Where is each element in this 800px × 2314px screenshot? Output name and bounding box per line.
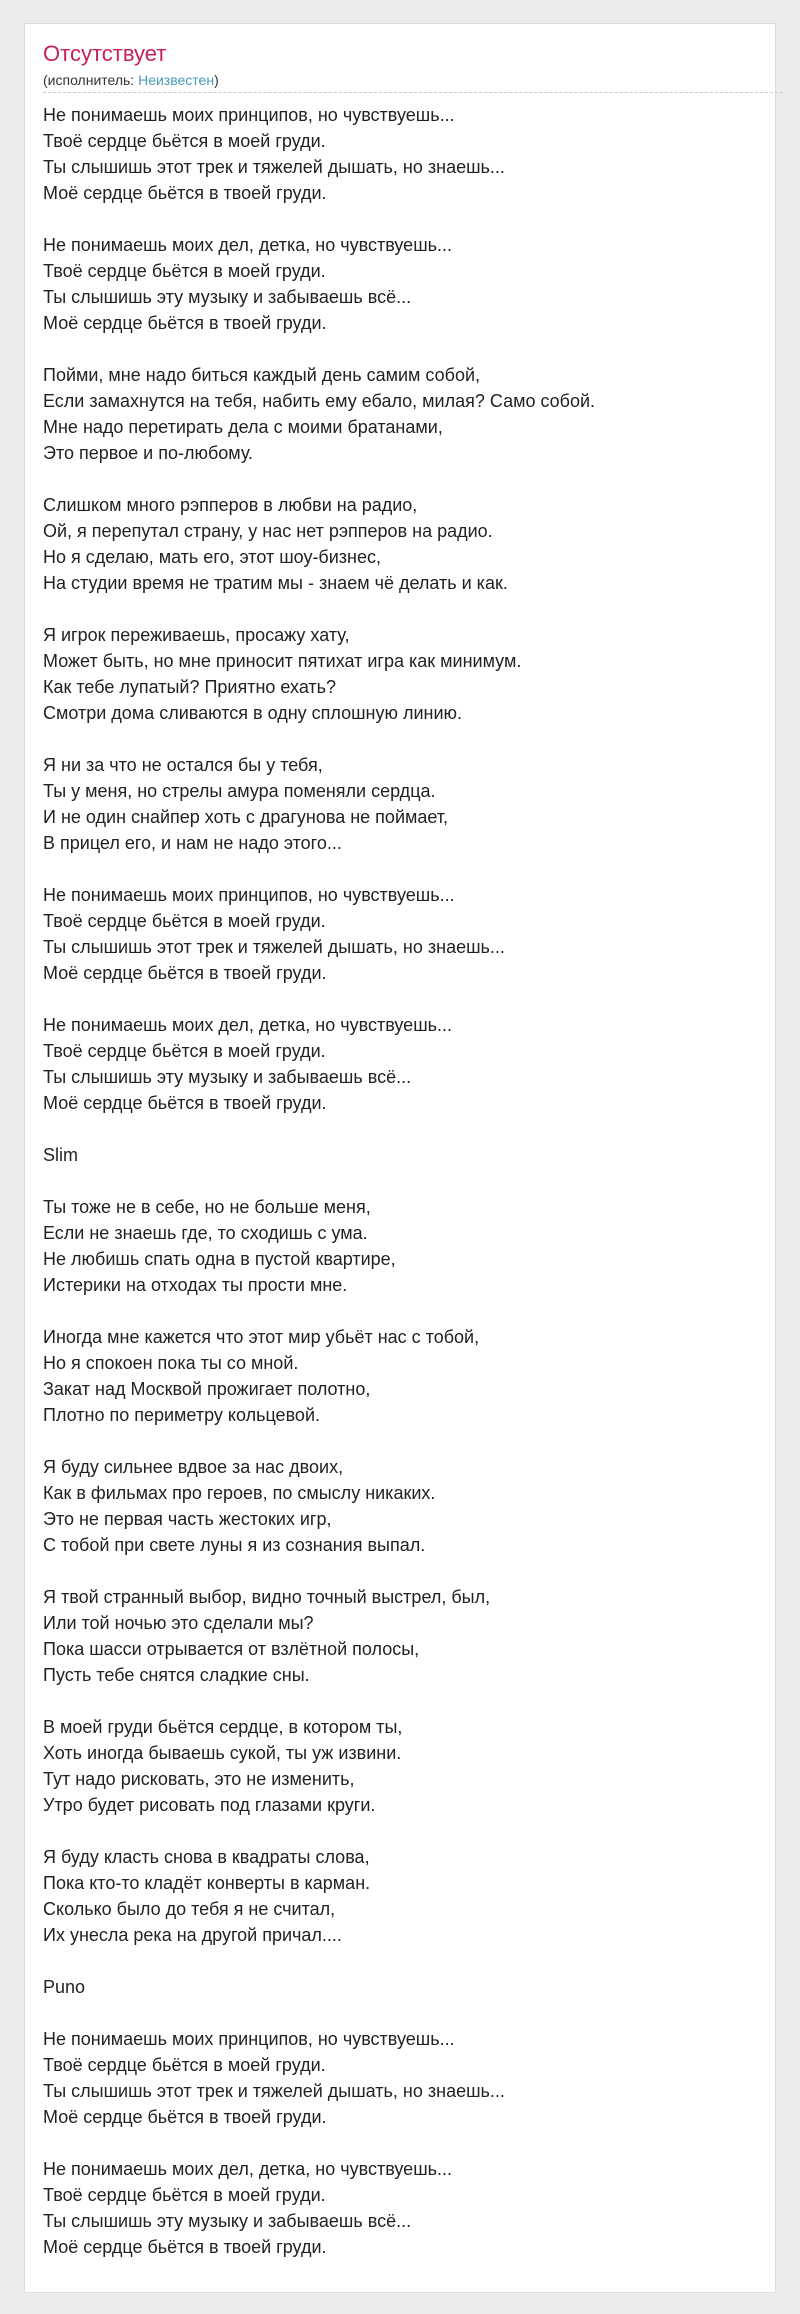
lyric-line: Истерики на отходах ты прости мне. [43, 1275, 348, 1295]
lyric-line: Это первое и по-любому. [43, 443, 254, 463]
lyric-line: Моё сердце бьётся в твоей груди. [43, 2237, 327, 2257]
lyric-line: Но я сделаю, мать его, этот шоу-бизнес, [43, 547, 382, 567]
lyrics-stanza [43, 492, 763, 596]
lyrics-stanza [43, 1454, 763, 1558]
lyrics-card [24, 23, 776, 2293]
lyric-line: Смотри дома сливаются в одну сплошную линию. [43, 703, 463, 723]
lyric-line: Твоё сердце бьётся в моей груди. [43, 1041, 326, 1061]
lyric-line: Иногда мне кажется что этот мир убьёт нас с тобой, [43, 1327, 480, 1347]
lyric-line: Как в фильмах про героев, по смыслу никаких. [43, 1483, 436, 1503]
lyric-line: Ой, я перепутал страну, у нас нет рэпперов на радио. [43, 521, 493, 541]
lyric-line: Как тебе лупатый? Приятно ехать? [43, 677, 337, 697]
lyric-line: Я ни за что не остался бы у тебя, [43, 755, 323, 775]
lyric-line: Моё сердце бьётся в твоей груди. [43, 2107, 327, 2127]
lyric-line: Не понимаешь моих принципов, но чувствуешь... [43, 105, 455, 125]
lyric-line: Мне надо перетирать дела с моими братанами, [43, 417, 443, 437]
lyric-line: Ты слышишь этот трек и тяжелей дышать, но знаешь... [43, 157, 505, 177]
section-label: Slim [43, 1145, 78, 1165]
lyrics-stanza [43, 1714, 763, 1818]
lyric-line: Ты слышишь этот трек и тяжелей дышать, но знаешь... [43, 937, 505, 957]
lyric-line: Твоё сердце бьётся в моей груди. [43, 261, 326, 281]
lyric-line: Твоё сердце бьётся в моей груди. [43, 2055, 326, 2075]
lyrics-stanza [43, 1974, 763, 2000]
lyric-line: Не понимаешь моих дел, детка, но чувствуешь... [43, 2159, 453, 2179]
lyrics-stanza [43, 1142, 763, 1168]
lyrics-stanza [43, 752, 763, 856]
lyrics-stanza [43, 882, 763, 986]
lyrics-text [43, 102, 763, 2286]
lyric-line: Утро будет рисовать под глазами круги. [43, 1795, 376, 1815]
lyrics-stanza [43, 1584, 763, 1688]
lyric-line: Сколько было до тебя я не считал, [43, 1899, 336, 1919]
lyric-line: Не любишь спать одна в пустой квартире, [43, 1249, 396, 1269]
lyric-line: Я игрок переживаешь, просажу хату, [43, 625, 350, 645]
lyric-line: Пойми, мне надо биться каждый день самим собой, [43, 365, 481, 385]
lyric-line: Слишком много рэпперов в любви на радио, [43, 495, 418, 515]
lyric-line: Закат над Москвой прожигает полотно, [43, 1379, 371, 1399]
lyric-line: В прицел его, и нам не надо этого... [43, 833, 342, 853]
artist-prefix: (исполнитель: [43, 72, 139, 88]
lyric-line: Тут надо рисковать, это не изменить, [43, 1769, 355, 1789]
lyric-line: В моей груди бьётся сердце, в котором ты, [43, 1717, 403, 1737]
artist-link[interactable]: Неизвестен [138, 72, 215, 88]
lyric-line: Я буду класть снова в квадраты слова, [43, 1847, 370, 1867]
lyric-line: Не понимаешь моих дел, детка, но чувствуешь... [43, 1015, 453, 1035]
lyrics-stanza [43, 1324, 763, 1428]
lyrics-stanza [43, 1194, 763, 1298]
song-title: Отсутствует [43, 41, 167, 66]
lyric-line: С тобой при свете луны я из сознания выпал. [43, 1535, 426, 1555]
lyric-line: Твоё сердце бьётся в моей груди. [43, 911, 326, 931]
lyric-line: Не понимаешь моих дел, детка, но чувствуешь... [43, 235, 453, 255]
lyrics-stanza [43, 622, 763, 726]
lyric-line: Ты слышишь эту музыку и забываешь всё... [43, 287, 412, 307]
lyric-line: Ты у меня, но стрелы амура поменяли сердца. [43, 781, 436, 801]
artist-suffix: ) [214, 72, 219, 88]
lyric-line: Может быть, но мне приносит пятихат игра как минимум. [43, 651, 522, 671]
lyric-line: Если не знаешь где, то сходишь с ума. [43, 1223, 368, 1243]
lyric-line: И не один снайпер хоть с драгунова не поймает, [43, 807, 449, 827]
lyric-line: Плотно по периметру кольцевой. [43, 1405, 320, 1425]
section-label: Puno [43, 1977, 86, 1997]
lyric-line: Хоть иногда бываешь сукой, ты уж извини. [43, 1743, 402, 1763]
lyric-line: Пусть тебе снятся сладкие сны. [43, 1665, 310, 1685]
lyric-line: Моё сердце бьётся в твоей груди. [43, 963, 327, 983]
lyrics-stanza [43, 2156, 763, 2260]
lyric-line: Моё сердце бьётся в твоей груди. [43, 183, 327, 203]
lyric-line: Не понимаешь моих принципов, но чувствуешь... [43, 885, 455, 905]
lyric-line: Или той ночью это сделали мы? [43, 1613, 314, 1633]
lyric-line: Твоё сердце бьётся в моей груди. [43, 131, 326, 151]
artist-line [43, 71, 219, 89]
lyric-line: Пока кто-то кладёт конверты в карман. [43, 1873, 371, 1893]
lyric-line: Не понимаешь моих принципов, но чувствуешь... [43, 2029, 455, 2049]
title-divider [43, 92, 783, 93]
lyric-line: Я буду сильнее вдвое за нас двоих, [43, 1457, 344, 1477]
lyrics-stanza [43, 1012, 763, 1116]
lyric-line: Ты слышишь эту музыку и забываешь всё... [43, 2211, 412, 2231]
lyrics-stanza [43, 362, 763, 466]
lyric-line: Это не первая часть жестоких игр, [43, 1509, 332, 1529]
lyric-line: Твоё сердце бьётся в моей груди. [43, 2185, 326, 2205]
lyrics-stanza [43, 102, 763, 206]
lyrics-stanza [43, 232, 763, 336]
lyric-line: Моё сердце бьётся в твоей груди. [43, 313, 327, 333]
lyrics-stanza [43, 2026, 763, 2130]
lyric-line: Моё сердце бьётся в твоей груди. [43, 1093, 327, 1113]
lyric-line: Но я спокоен пока ты со мной. [43, 1353, 299, 1373]
lyric-line: Ты слышишь эту музыку и забываешь всё... [43, 1067, 412, 1087]
lyric-line: На студии время не тратим мы - знаем чё делать и как. [43, 573, 508, 593]
lyric-line: Пока шасси отрывается от взлётной полосы, [43, 1639, 420, 1659]
lyric-line: Их унесла река на другой причал.... [43, 1925, 342, 1945]
lyrics-stanza [43, 1844, 763, 1948]
lyric-line: Если замахнутся на тебя, набить ему ебало, милая? Само собой. [43, 391, 596, 411]
lyric-line: Ты слышишь этот трек и тяжелей дышать, но знаешь... [43, 2081, 505, 2101]
lyric-line: Я твой странный выбор, видно точный выстрел, был, [43, 1587, 491, 1607]
lyric-line: Ты тоже не в себе, но не больше меня, [43, 1197, 371, 1217]
